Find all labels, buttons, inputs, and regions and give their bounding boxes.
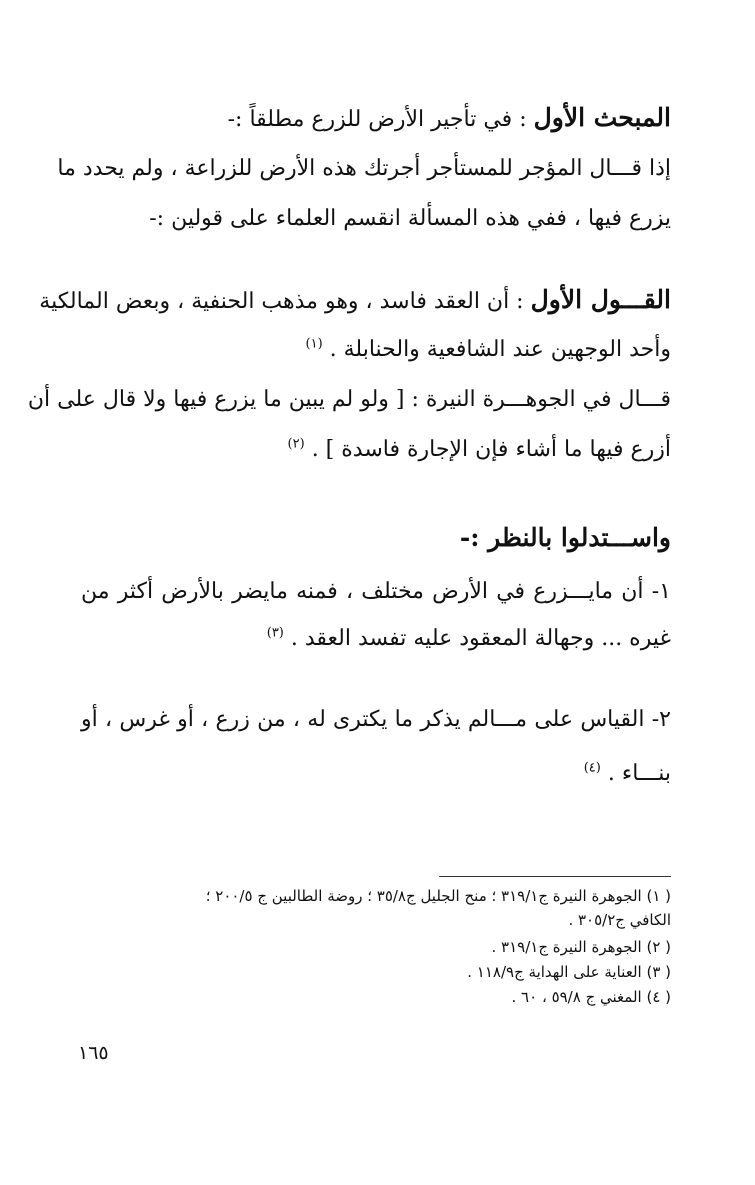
evidence-2-line-1: ٢- القياس على مـــالم يذكر ما يكترى له ، من زرع ، أو غرس ، أو — [81, 707, 671, 732]
evidence-1-line-2 — [81, 622, 671, 656]
footnote-2: ( ٢) الجوهرة النيرة ج٣١٩/١ . — [491, 938, 671, 956]
footnote-ref-3[interactable]: (٣) — [266, 625, 284, 641]
evidence-1-line-1: ١- أن مايـــزرع في الأرض مختلف ، فمنه مايضر بالأرض أكثر من — [81, 579, 671, 604]
footnote-1-line-1: ( ١) الجوهرة النيرة ج٣١٩/١ ؛ منح الجليل ج٣٥/٨ ؛ روضة الطالبين ج ٢٠٠/٥ ؛ — [205, 887, 671, 905]
quote-line-1: قـــال في الجوهـــرة النيرة : [ ولو لم يبين ما يزرع فيها ولا قال على أن — [27, 387, 671, 412]
section-title-bold: المبحث الأول — [533, 103, 671, 132]
quote-line-2 — [81, 433, 671, 467]
quote-line-2-text: أزرع فيها ما أشاء فإن الإجارة فاسدة ] . — [311, 437, 671, 462]
intro-line-1: إذا قـــال المؤجر للمستأجر أجرتك هذه الأرض للزراعة ، ولم يحدد ما — [57, 156, 671, 181]
footnote-separator — [439, 876, 671, 877]
page-number: ١٦٥ — [78, 1042, 109, 1064]
footnote-4: ( ٤) المغني ج ٥٩/٨ ، ٦٠ . — [511, 988, 671, 1006]
footnote-3: ( ٣) العناية على الهداية ج١١٨/٩ . — [467, 963, 671, 981]
first-opinion-text: : أن العقد فاسد ، وهو مذهب الحنفية ، وبعض المالكية — [39, 289, 531, 314]
footnote-ref-1[interactable]: (١) — [305, 336, 323, 352]
first-opinion-line-2-text: وأحد الوجهين عند الشافعية والحنابلة . — [329, 337, 671, 362]
evidence-heading — [81, 521, 671, 557]
evidence-2-line-2-text: بنـــاء . — [607, 761, 671, 786]
first-opinion-label: القـــول الأول — [530, 285, 671, 314]
evidence-2-line-2 — [81, 757, 671, 791]
footnote-1-line-2: الكافي ج٣٠٥/٢ . — [568, 911, 671, 929]
first-opinion-line-1 — [39, 283, 671, 319]
first-opinion-line-2 — [81, 333, 671, 367]
evidence-heading-text: واســـتدلوا بالنظر :- — [459, 523, 671, 552]
footnote-ref-4[interactable]: (٤) — [583, 760, 601, 776]
footnote-ref-2[interactable]: (٢) — [287, 436, 305, 452]
evidence-1-line-2-text: غيره ... وجهالة المعقود عليه تفسد العقد . — [290, 626, 671, 651]
intro-line-2: يزرع فيها ، ففي هذه المسألة انقسم العلماء على قولين :- — [149, 206, 671, 231]
section-title-rest: : في تأجير الأرض للزرع مطلقاً :- — [227, 107, 534, 132]
section-title — [81, 101, 671, 137]
